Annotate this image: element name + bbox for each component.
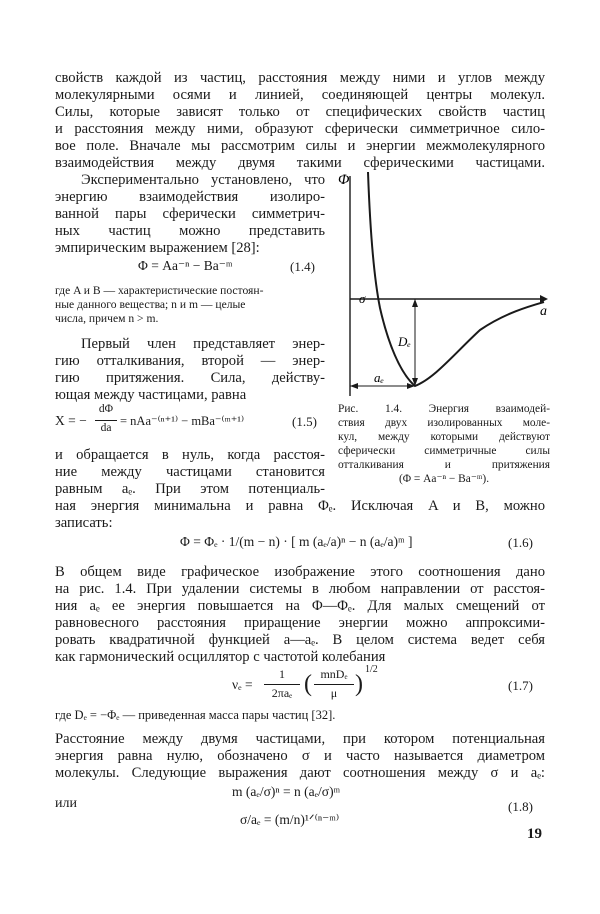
text-line: молекулярными осями и линией, соединяющей центры молекул. bbox=[55, 87, 545, 103]
text-line: ных частиц можно представить bbox=[55, 223, 325, 239]
equation-1-5-numerator: dΦ bbox=[98, 403, 114, 415]
equation-1-8a: m (aₑ/σ)ⁿ = n (aₑ/σ)ᵐ bbox=[232, 784, 341, 799]
text-line: ная энергия минимальна и равна Φₑ. Исключая A и B, можно bbox=[55, 498, 545, 514]
De-label: Dₑ bbox=[398, 334, 411, 349]
potential-energy-figure bbox=[330, 168, 555, 398]
text-line: взаимодействия между двумя такими сферическими частицами. bbox=[55, 155, 545, 171]
definition-line: где Dₑ = −Φₑ — приведенная масса пары частиц [32]. bbox=[55, 708, 336, 722]
definition-line: где A и B — характеристические постоян- bbox=[55, 284, 264, 297]
definition-line: числа, причем n > m. bbox=[55, 312, 159, 325]
ae-arrow-left bbox=[350, 383, 358, 389]
text-line: Расстояние между двумя частицами, при котором потенциальная bbox=[55, 731, 545, 747]
x-axis-label: a bbox=[540, 304, 547, 319]
figure-caption-line: Рис. 1.4. Энергия взаимодей- bbox=[338, 403, 550, 415]
figure-caption-line: ствия двух изолированных моле- bbox=[338, 417, 550, 429]
equation-1-6: Φ = Φₑ · 1/(m − n) · [ m (aₑ/a)ⁿ − n (aₑ/a)ᵐ ] bbox=[180, 534, 413, 549]
text-line: Экспериментально установлено, что bbox=[81, 172, 325, 188]
text-line: энергия равна нулю, обозначено σ и часто называется диаметром bbox=[55, 748, 545, 764]
text-line: гию притяжения. Сила, действу- bbox=[55, 370, 325, 386]
definition-line: ные данного вещества; n и m — целые bbox=[55, 298, 246, 311]
text-line: ровать квадратичной функцией a—aₑ. В целом система ведет себя bbox=[55, 632, 545, 648]
equation-number: (1.8) bbox=[508, 799, 533, 814]
text-line: свойств каждой из частиц, расстояния между ними и углов между bbox=[55, 70, 545, 86]
text-line: записать: bbox=[55, 515, 113, 531]
or-word: или bbox=[55, 796, 77, 811]
sigma-label: σ bbox=[359, 291, 366, 306]
text-line: на рис. 1.4. При удалении системы в любом направлении от расстоя- bbox=[55, 581, 545, 597]
text-line: Силы, которые зависят только от специфических свойств частиц bbox=[55, 104, 545, 120]
text-line: и обращается в нуль, когда расстоя- bbox=[55, 447, 325, 463]
y-axis-label: Φ bbox=[338, 172, 350, 188]
equation-1-7-denominator: 2πaₑ bbox=[271, 686, 293, 700]
equation-1-7-lhs: νₑ = bbox=[232, 677, 253, 692]
text-line: гию отталкивания, второй — энер- bbox=[55, 353, 325, 369]
equation-1-7-inner-numerator: mnDₑ bbox=[320, 667, 348, 681]
text-line: и расстояния между ними, образуют сферически симметричное сило- bbox=[55, 121, 545, 137]
figure-caption-line: кул, между которыми действуют bbox=[338, 431, 550, 443]
text-line: ющая между частицами, равна bbox=[55, 387, 247, 403]
fraction-bar bbox=[264, 684, 300, 685]
equation-number: (1.4) bbox=[290, 259, 315, 274]
text-line: эмпирическим выражением [28]: bbox=[55, 240, 260, 256]
fraction-bar bbox=[95, 420, 117, 421]
text-line: вое поле. Вначале мы рассмотрим силы и энергии межмолекулярного bbox=[55, 138, 545, 154]
page-number: 19 bbox=[527, 826, 542, 842]
equation-number: (1.7) bbox=[508, 678, 533, 693]
text-line: как гармонический осциллятор с частотой колебания bbox=[55, 649, 386, 665]
ae-label: aₑ bbox=[374, 370, 384, 385]
text-line: равным aₑ. При этом потенциаль- bbox=[55, 481, 325, 497]
figure-caption-line: отталкивания и притяжения bbox=[338, 459, 550, 471]
equation-1-5-denominator: da bbox=[100, 422, 112, 434]
text-line: молекулы. Следующие выражения дают соотношения между σ и aₑ: bbox=[55, 765, 545, 781]
figure-caption-line: сферически симметричные силы bbox=[338, 445, 550, 457]
fraction-bar bbox=[314, 684, 354, 685]
text-line: Первый член представляет энер- bbox=[81, 336, 325, 352]
equation-1-8b: σ/aₑ = (m/n)¹ᐟ⁽ⁿ⁻ᵐ⁾ bbox=[240, 812, 340, 827]
equation-1-5-lhs: X = − bbox=[55, 413, 87, 428]
text-line: энергию взаимодействия изолиро- bbox=[55, 189, 325, 205]
text-line: В общем виде графическое изображение этого соотношения дано bbox=[55, 564, 545, 580]
equation-1-7-numerator: 1 bbox=[279, 667, 285, 681]
text-line: ние между частицами становится bbox=[55, 464, 325, 480]
paren-left: ( bbox=[304, 671, 312, 697]
figure-caption-line: (Φ = Aa⁻ⁿ − Ba⁻ᵐ). bbox=[398, 473, 490, 485]
text-line: равновесного расстояния приращение энергии можно аппроксими- bbox=[55, 615, 545, 631]
equation-1-7-inner-denominator: μ bbox=[330, 686, 338, 700]
equation-1-7-power: 1/2 bbox=[365, 664, 378, 675]
equation-number: (1.6) bbox=[508, 535, 533, 550]
equation-1-4: Φ = Aa⁻ⁿ − Ba⁻ᵐ bbox=[138, 258, 233, 273]
text-line: ния aₑ ее энергия повышается на Φ—Φₑ. Для малых смещений от bbox=[55, 598, 545, 614]
potential-curve bbox=[368, 172, 544, 386]
De-arrow-top bbox=[412, 299, 418, 307]
equation-1-5-rhs: = nAa⁻⁽ⁿ⁺¹⁾ − mBa⁻⁽ᵐ⁺¹⁾ bbox=[120, 414, 245, 428]
text-line: ванной пары сферически симметрич- bbox=[55, 206, 325, 222]
equation-number: (1.5) bbox=[292, 414, 317, 429]
paren-right: ) bbox=[355, 671, 363, 697]
